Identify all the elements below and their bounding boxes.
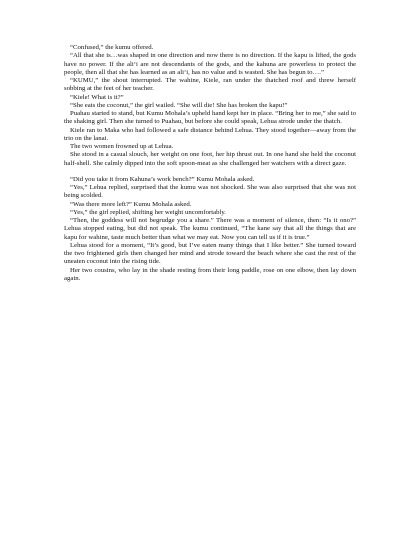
paragraph: “Did you take it from Kahuna’s work bench?” Kumu Mohala asked.	[70, 175, 255, 183]
paragraph: “She eats the coconut,” the girl wailed. “She will die! She has broken the kapu!”	[70, 101, 288, 109]
text-block-2	[64, 176, 356, 283]
paragraph: Lehua stood for a moment, “It’s good, but I’ve eaten many things that I like better.” She turned toward the two frightened girls then changed her mind and strode toward the beach where she cast the rest of the uneaten coconut into the rising tide.	[64, 241, 356, 266]
paragraph: Kiele ran to Maka who had followed a safe distance behind Lehua. They stood together—away from the trio on the lanai.	[64, 126, 356, 142]
paragraph: “Yes,” the girl replied, shifting her weight uncomfortably.	[70, 208, 226, 216]
paragraph: Her two cousins, who lay in the shade resting from their long paddle, rose on one elbow, then lay down again.	[64, 266, 356, 282]
paragraph: “Then, the goddess will not begrudge you a share.” There was a moment of silence, then: “Is it ono?” Lehua stopped eating, but did not speak. The kumu continued, “The kane say that all the things that are kapu for wahine, taste much better than what we may eat. Now you can tell us if it is true.”	[64, 217, 356, 241]
paragraph: “Confused,” the kumu offered.	[70, 44, 154, 51]
paragraph: “Yes,” Lehua replied, surprised that the kumu was not shocked. She was also surprised that she was not being scolded.	[64, 184, 356, 200]
text-block-1	[64, 44, 356, 168]
paragraph: “KUMU,” the shout interrupted. The wahine, Kiele, ran under the thatched roof and threw herself sobbing at the feet of her teacher.	[64, 77, 356, 93]
paragraph: “All that she is…was shaped in one direction and now there is no direction. If the kapu is lifted, the gods have no power. If the ali‘i are not descendants of the gods, and the kahuna are powerless to protect the people, then all that she has learned as an ali‘i, has no value and is wasted. She has begun to….”	[64, 52, 356, 76]
paragraph: Puahau started to stand, but Kumu Mohala’s upheld hand kept her in place. “Bring her to me,” she said to the shaking girl. Then she turned to Puahau, but before she could speak, Lehua strode under the thatch.	[64, 110, 356, 126]
paragraph: She stood in a casual slouch, her weight on one foot, her hip thrust out. In one hand she held the coconut half-shell. She calmly dipped into the soft spoon-meat as she challenged her watchers with a direct gaze.	[64, 151, 356, 167]
paragraph: The two women frowned up at Lehua.	[70, 143, 174, 150]
paragraph: “Was there more left?” Kumu Mohala asked.	[70, 200, 192, 208]
paragraph: “Kiele! What is it?”	[70, 93, 124, 101]
